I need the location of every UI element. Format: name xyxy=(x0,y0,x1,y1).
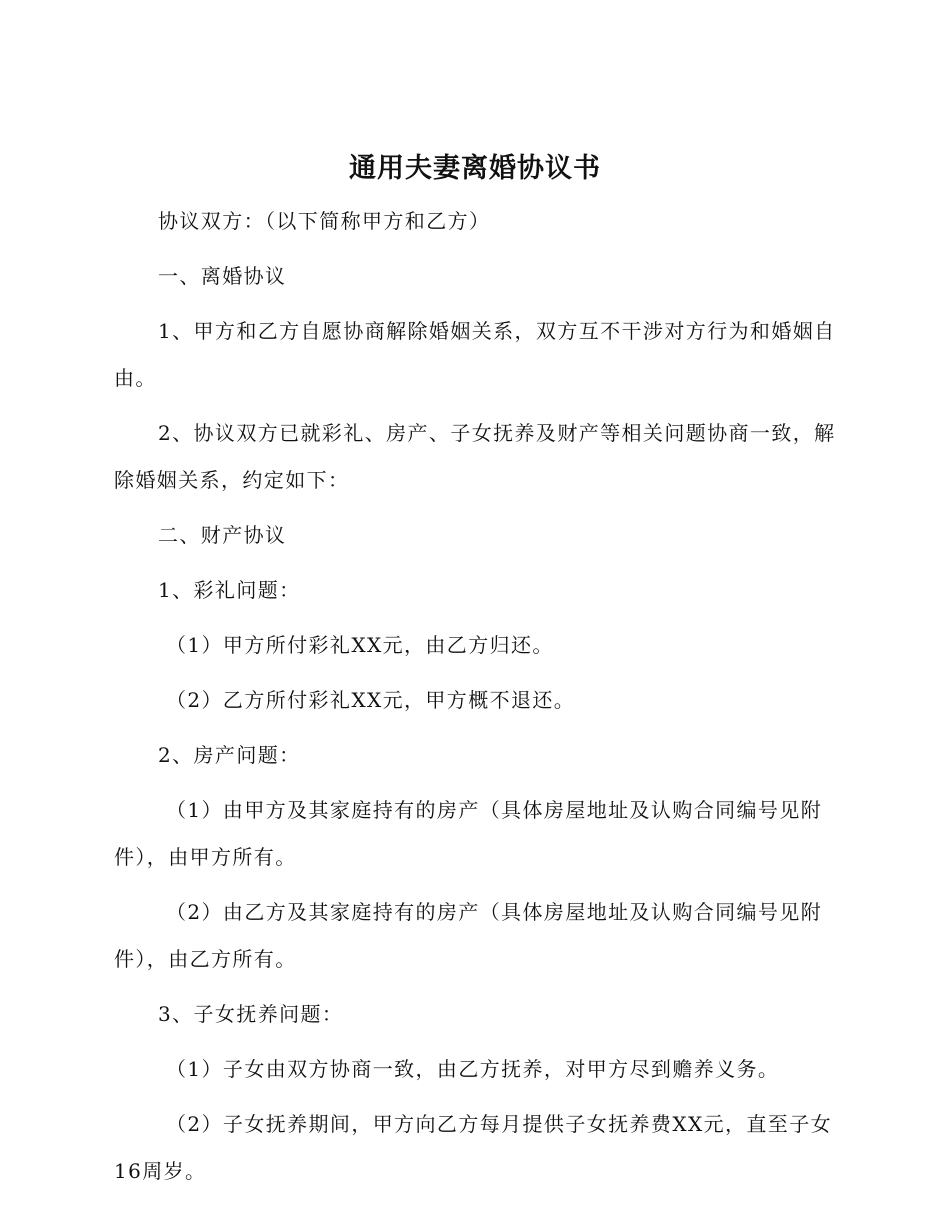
clause-paragraph: 1、甲方和乙方自愿协商解除婚姻关系，双方互不干涉对方行为和婚姻自由。 xyxy=(114,319,836,390)
clause-item: （1）甲方所付彩礼XX元，由乙方归还。 xyxy=(166,633,554,657)
clause-item: （1）由甲方及其家庭持有的房产（具体房屋地址及认购合同编号见附件），由甲方所有。 xyxy=(114,798,823,869)
clause-paragraph: 2、协议双方已就彩礼、房产、子女抚养及财产等相关问题协商一致，解除婚姻关系，约定如下： xyxy=(114,421,836,492)
clause-item: （1）子女由双方协商一致，由乙方抚养，对甲方尽到赡养义务。 xyxy=(166,1057,780,1081)
section-heading-property: 二、财产协议 xyxy=(158,523,287,547)
clause-item: （2）由乙方及其家庭持有的房产（具体房屋地址及认购合同编号见附件），由乙方所有。 xyxy=(114,900,823,971)
parties-line: 协议双方：（以下简称甲方和乙方） xyxy=(158,209,491,233)
section-heading-divorce: 一、离婚协议 xyxy=(158,264,287,288)
clause-item: （2）乙方所付彩礼XX元，甲方概不退还。 xyxy=(166,688,576,712)
clause-item: （2）子女抚养期间，甲方向乙方每月提供子女抚养费XX元，直至子女16周岁。 xyxy=(114,1112,833,1183)
document-title: 通用夫妻离婚协议书 xyxy=(349,153,601,184)
subsection-heading: 3、子女抚养问题： xyxy=(158,1002,344,1026)
subsection-heading: 2、房产问题： xyxy=(158,743,301,767)
document-page xyxy=(114,150,836,1195)
subsection-heading: 1、彩礼问题： xyxy=(158,578,301,602)
